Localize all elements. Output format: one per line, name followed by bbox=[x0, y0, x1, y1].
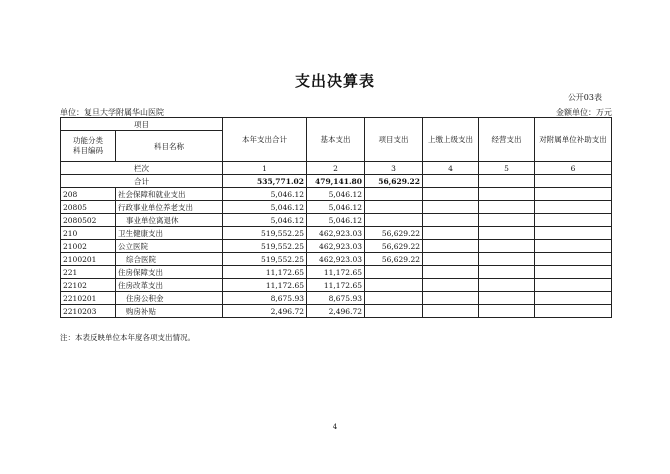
name-cell: 住房保障支出 bbox=[116, 266, 223, 279]
code-cell: 221 bbox=[61, 266, 116, 279]
name-cell: 住房改革支出 bbox=[116, 279, 223, 292]
code-cell: 22102 bbox=[61, 279, 116, 292]
table-row bbox=[61, 201, 612, 214]
table-row bbox=[61, 266, 612, 279]
total-project: 56,629.22 bbox=[365, 175, 423, 188]
basic-cell: 462,923.03 bbox=[307, 253, 365, 266]
project-cell bbox=[365, 292, 423, 305]
project-cell bbox=[365, 279, 423, 292]
business-cell bbox=[479, 201, 535, 214]
table-row bbox=[61, 227, 612, 240]
project-cell bbox=[365, 201, 423, 214]
name-cell: 事业单位离退休 bbox=[116, 214, 223, 227]
basic-cell: 462,923.03 bbox=[307, 227, 365, 240]
upper-cell bbox=[423, 305, 479, 318]
total-header: 本年支出合计 bbox=[223, 118, 307, 162]
form-code: 公开03表 bbox=[567, 93, 602, 102]
name-cell: 综合医院 bbox=[116, 253, 223, 266]
col-num-1: 1 bbox=[223, 162, 307, 175]
project-exp-header: 项目支出 bbox=[365, 118, 423, 162]
total-total: 535,771.02 bbox=[223, 175, 307, 188]
subsidy-cell bbox=[535, 266, 612, 279]
subject-name-header: 科目名称 bbox=[116, 131, 223, 162]
total-cell: 5,046.12 bbox=[223, 188, 307, 201]
subsidy-cell bbox=[535, 227, 612, 240]
code-cell: 208 bbox=[61, 188, 116, 201]
name-cell: 住房公积金 bbox=[116, 292, 223, 305]
total-cell: 519,552.25 bbox=[223, 240, 307, 253]
name-cell: 卫生健康支出 bbox=[116, 227, 223, 240]
table-note: 注：本表反映单位本年度各项支出情况。 bbox=[60, 333, 195, 342]
func-code-line2: 科目编码 bbox=[73, 146, 103, 155]
name-cell: 社会保障和就业支出 bbox=[116, 188, 223, 201]
upper-cell bbox=[423, 201, 479, 214]
table-row bbox=[61, 305, 612, 318]
total-cell: 8,675.93 bbox=[223, 292, 307, 305]
basic-cell: 462,923.03 bbox=[307, 240, 365, 253]
func-code-line1: 功能分类 bbox=[73, 136, 103, 145]
business-cell bbox=[479, 279, 535, 292]
upper-cell bbox=[423, 253, 479, 266]
business-header: 经营支出 bbox=[479, 118, 535, 162]
project-cell: 56,629.22 bbox=[365, 253, 423, 266]
basic-cell: 5,046.12 bbox=[307, 201, 365, 214]
basic-cell: 2,496.72 bbox=[307, 305, 365, 318]
code-cell: 2210203 bbox=[61, 305, 116, 318]
table-row bbox=[61, 279, 612, 292]
subsidy-cell bbox=[535, 201, 612, 214]
basic-header: 基本支出 bbox=[307, 118, 365, 162]
name-cell: 公立医院 bbox=[116, 240, 223, 253]
page-number: 4 bbox=[332, 423, 338, 431]
total-business bbox=[479, 175, 535, 188]
page-title: 支出决算表 bbox=[294, 72, 375, 90]
table-row bbox=[61, 240, 612, 253]
upper-cell bbox=[423, 279, 479, 292]
total-cell: 11,172.65 bbox=[223, 266, 307, 279]
project-cell: 56,629.22 bbox=[365, 240, 423, 253]
total-row bbox=[61, 175, 612, 188]
project-cell bbox=[365, 188, 423, 201]
subsidy-cell bbox=[535, 253, 612, 266]
code-cell: 210 bbox=[61, 227, 116, 240]
col-num-6: 6 bbox=[535, 162, 612, 175]
subsidy-cell bbox=[535, 292, 612, 305]
total-cell: 2,496.72 bbox=[223, 305, 307, 318]
upper-cell bbox=[423, 188, 479, 201]
table-row bbox=[61, 292, 612, 305]
code-cell: 2080502 bbox=[61, 214, 116, 227]
name-cell: 购房补贴 bbox=[116, 305, 223, 318]
basic-cell: 11,172.65 bbox=[307, 266, 365, 279]
subsidy-cell bbox=[535, 188, 612, 201]
business-cell bbox=[479, 253, 535, 266]
code-cell: 2100201 bbox=[61, 253, 116, 266]
code-cell: 20805 bbox=[61, 201, 116, 214]
project-cell: 56,629.22 bbox=[365, 227, 423, 240]
total-cell: 519,552.25 bbox=[223, 227, 307, 240]
subsidy-header: 对附属单位补助支出 bbox=[535, 118, 612, 162]
total-subsidy bbox=[535, 175, 612, 188]
table-row bbox=[61, 214, 612, 227]
business-cell bbox=[479, 266, 535, 279]
subsidy-cell bbox=[535, 279, 612, 292]
upper-cell bbox=[423, 292, 479, 305]
business-cell bbox=[479, 292, 535, 305]
col-num-5: 5 bbox=[479, 162, 535, 175]
subsidy-cell bbox=[535, 240, 612, 253]
func-code-header bbox=[61, 131, 116, 162]
basic-cell: 8,675.93 bbox=[307, 292, 365, 305]
col-num-3: 3 bbox=[365, 162, 423, 175]
upper-pay-header: 上缴上级支出 bbox=[423, 118, 479, 162]
code-cell: 21002 bbox=[61, 240, 116, 253]
table-row bbox=[61, 253, 612, 266]
total-basic: 479,141.80 bbox=[307, 175, 365, 188]
business-cell bbox=[479, 240, 535, 253]
total-label: 合计 bbox=[61, 175, 223, 188]
total-cell: 519,552.25 bbox=[223, 253, 307, 266]
upper-cell bbox=[423, 214, 479, 227]
business-cell bbox=[479, 214, 535, 227]
upper-cell bbox=[423, 227, 479, 240]
project-cell bbox=[365, 305, 423, 318]
subsidy-cell bbox=[535, 305, 612, 318]
col-num-4: 4 bbox=[423, 162, 479, 175]
upper-cell bbox=[423, 266, 479, 279]
amount-unit: 金额单位：万元 bbox=[556, 108, 612, 117]
table-row bbox=[61, 188, 612, 201]
basic-cell: 11,172.65 bbox=[307, 279, 365, 292]
project-header: 项目 bbox=[61, 118, 223, 131]
col-label: 栏次 bbox=[61, 162, 223, 175]
project-cell bbox=[365, 214, 423, 227]
total-cell: 5,046.12 bbox=[223, 214, 307, 227]
unit-label: 单位：复旦大学附属华山医院 bbox=[60, 108, 164, 117]
upper-cell bbox=[423, 240, 479, 253]
project-cell bbox=[365, 266, 423, 279]
total-cell: 5,046.12 bbox=[223, 201, 307, 214]
col-num-2: 2 bbox=[307, 162, 365, 175]
total-upper bbox=[423, 175, 479, 188]
name-cell: 行政事业单位养老支出 bbox=[116, 201, 223, 214]
subsidy-cell bbox=[535, 214, 612, 227]
total-cell: 11,172.65 bbox=[223, 279, 307, 292]
business-cell bbox=[479, 227, 535, 240]
basic-cell: 5,046.12 bbox=[307, 214, 365, 227]
expenditure-table bbox=[60, 117, 612, 318]
code-cell: 2210201 bbox=[61, 292, 116, 305]
business-cell bbox=[479, 305, 535, 318]
basic-cell: 5,046.12 bbox=[307, 188, 365, 201]
business-cell bbox=[479, 188, 535, 201]
